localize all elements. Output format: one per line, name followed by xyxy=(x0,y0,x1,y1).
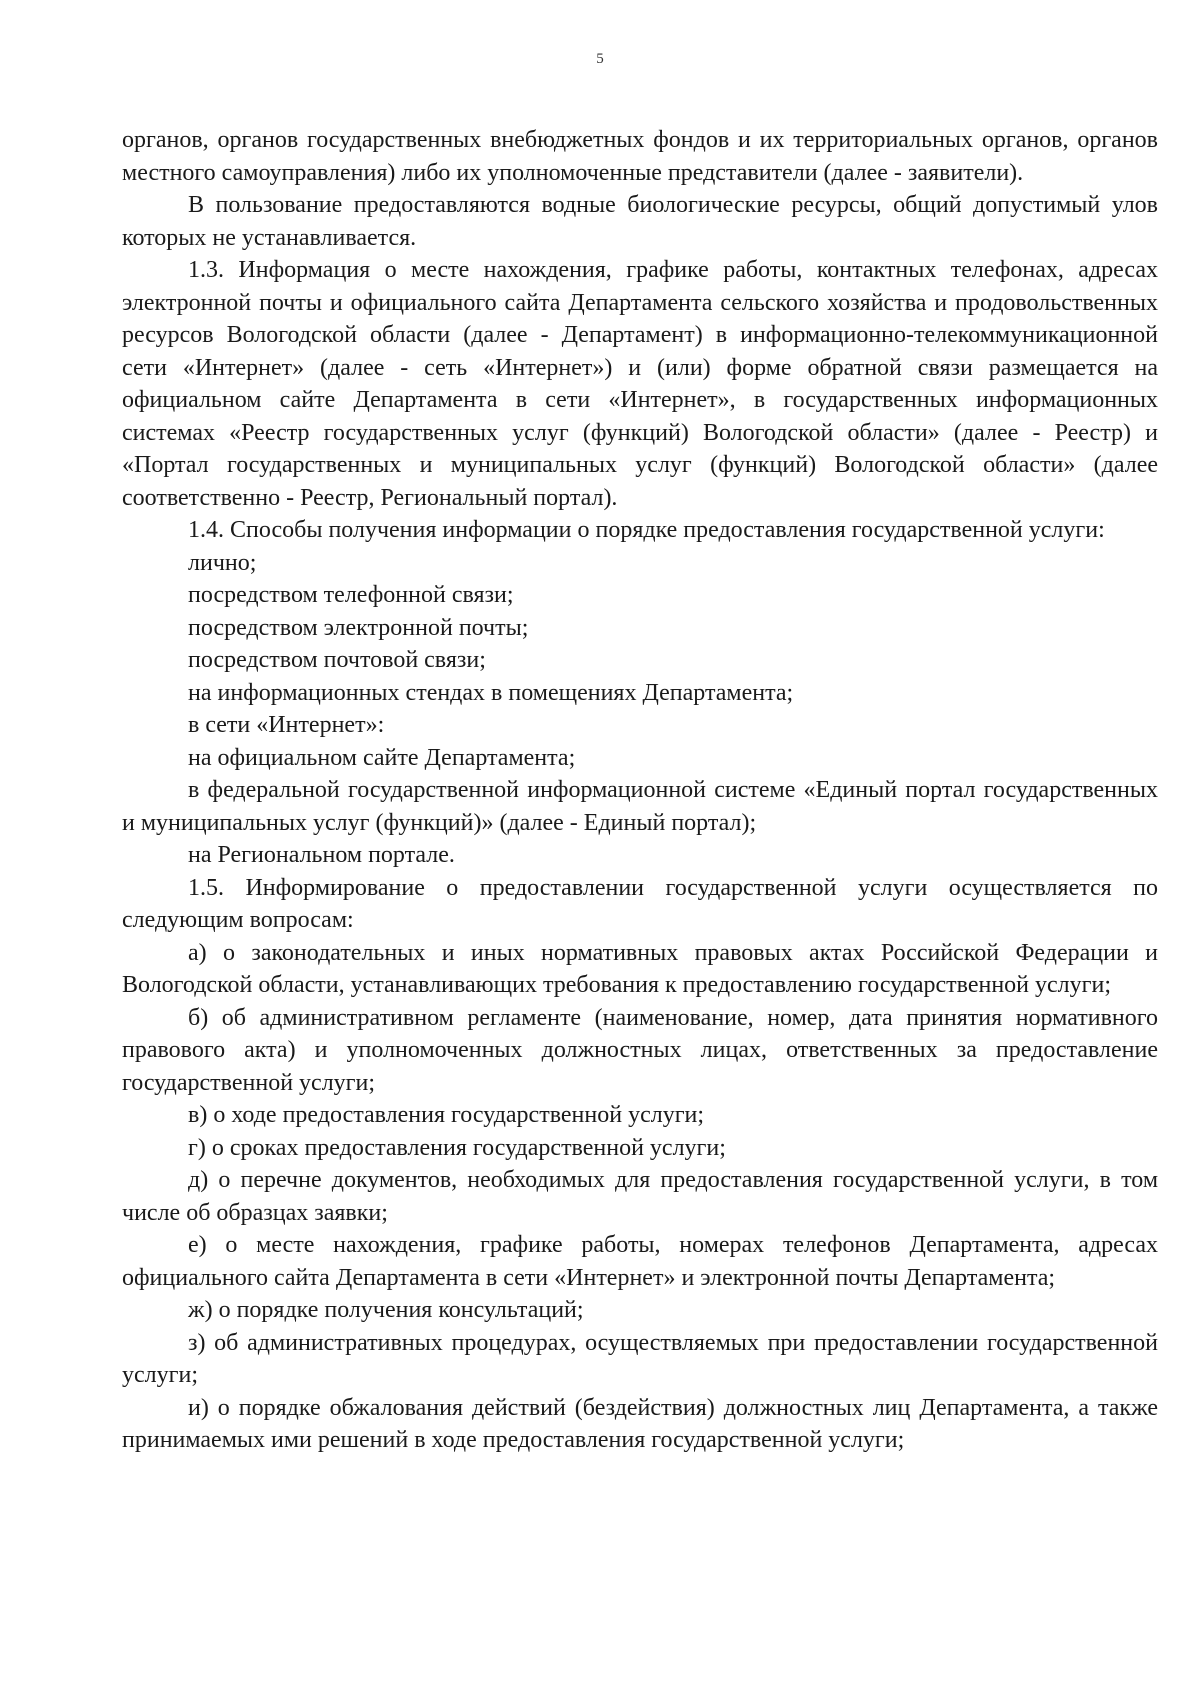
paragraph-1-3: 1.3. Информация о месте нахождения, графике работы, контактных телефонах, адресах электронной почты и официального сайта Департамента сельского хозяйства и продовольственных ресурсов Вологодской области (далее - Департамент) в информационно-телекоммуникационной сети «Интернет» (далее - сеть «Интернет») и (или) форме обратной связи размещается на официальном сайте Департамента в сети «Интернет», в государственных информационных системах «Реестр государственных услуг (функций) Вологодской области» (далее - Реестр) и «Портал государственных и муниципальных услуг (функций) Вологодской области» (далее соответственно - Реестр, Региональный портал). xyxy=(122,257,1158,511)
list-item: г) о сроках предоставления государственной услуги; xyxy=(188,1134,726,1161)
paragraph-1-4: 1.4. Способы получения информации о порядке предоставления государственной услуги: xyxy=(188,517,1105,543)
paragraph-continuation: органов, органов государственных внебюджетных фондов и их территориальных органов, органов местного самоуправления) либо их уполномоченные представители (далее - заявители). xyxy=(122,127,1158,186)
list-item: посредством телефонной связи; xyxy=(188,582,514,608)
list-item: в сети «Интернет»: xyxy=(188,712,385,738)
list-item: на информационных стендах в помещениях Департамента; xyxy=(188,679,794,706)
list-item: б) об административном регламенте (наименование, номер, дата принятия нормативного правового акта) и уполномоченных должностных лицах, ответственных за предоставление государственной услуги; xyxy=(122,1004,1158,1096)
list-item: посредством почтовой связи; xyxy=(188,647,486,673)
document-body xyxy=(122,124,1158,1457)
list-item: в федеральной государственной информационной системе «Единый портал государственных и муниципальных услуг (функций)» (далее - Единый портал); xyxy=(122,777,1158,836)
page-number: 5 xyxy=(596,51,604,67)
paragraph-1-5: 1.5. Информирование о предоставлении государственной услуги осуществляется по следующим вопросам: xyxy=(122,874,1158,933)
list-item: е) о месте нахождения, графике работы, номерах телефонов Департамента, адресах официального сайта Департамента в сети «Интернет» и электронной почты Департамента; xyxy=(122,1232,1158,1291)
list-item: д) о перечне документов, необходимых для предоставления государственной услуги, в том числе об образцах заявки; xyxy=(122,1167,1158,1226)
paragraph-resources: В пользование предоставляются водные биологические ресурсы, общий допустимый улов которых не устанавливается. xyxy=(122,192,1158,251)
list-item: ж) о порядке получения консультаций; xyxy=(188,1297,584,1323)
list-item: на официальном сайте Департамента; xyxy=(188,744,576,771)
list-item: лично; xyxy=(188,549,257,576)
list-item: з) об административных процедурах, осуществляемых при предоставлении государственной услуги; xyxy=(122,1329,1158,1388)
list-item: а) о законодательных и иных нормативных правовых актах Российской Федерации и Вологодской области, устанавливающих требования к предоставлению государственной услуги; xyxy=(122,939,1158,998)
list-item: в) о ходе предоставления государственной услуги; xyxy=(188,1102,705,1128)
list-item: посредством электронной почты; xyxy=(188,614,529,641)
list-item: на Региональном портале. xyxy=(188,842,455,868)
list-item: и) о порядке обжалования действий (бездействия) должностных лиц Департамента, а также принимаемых ими решений в ходе предоставления государственной услуги; xyxy=(122,1394,1158,1453)
